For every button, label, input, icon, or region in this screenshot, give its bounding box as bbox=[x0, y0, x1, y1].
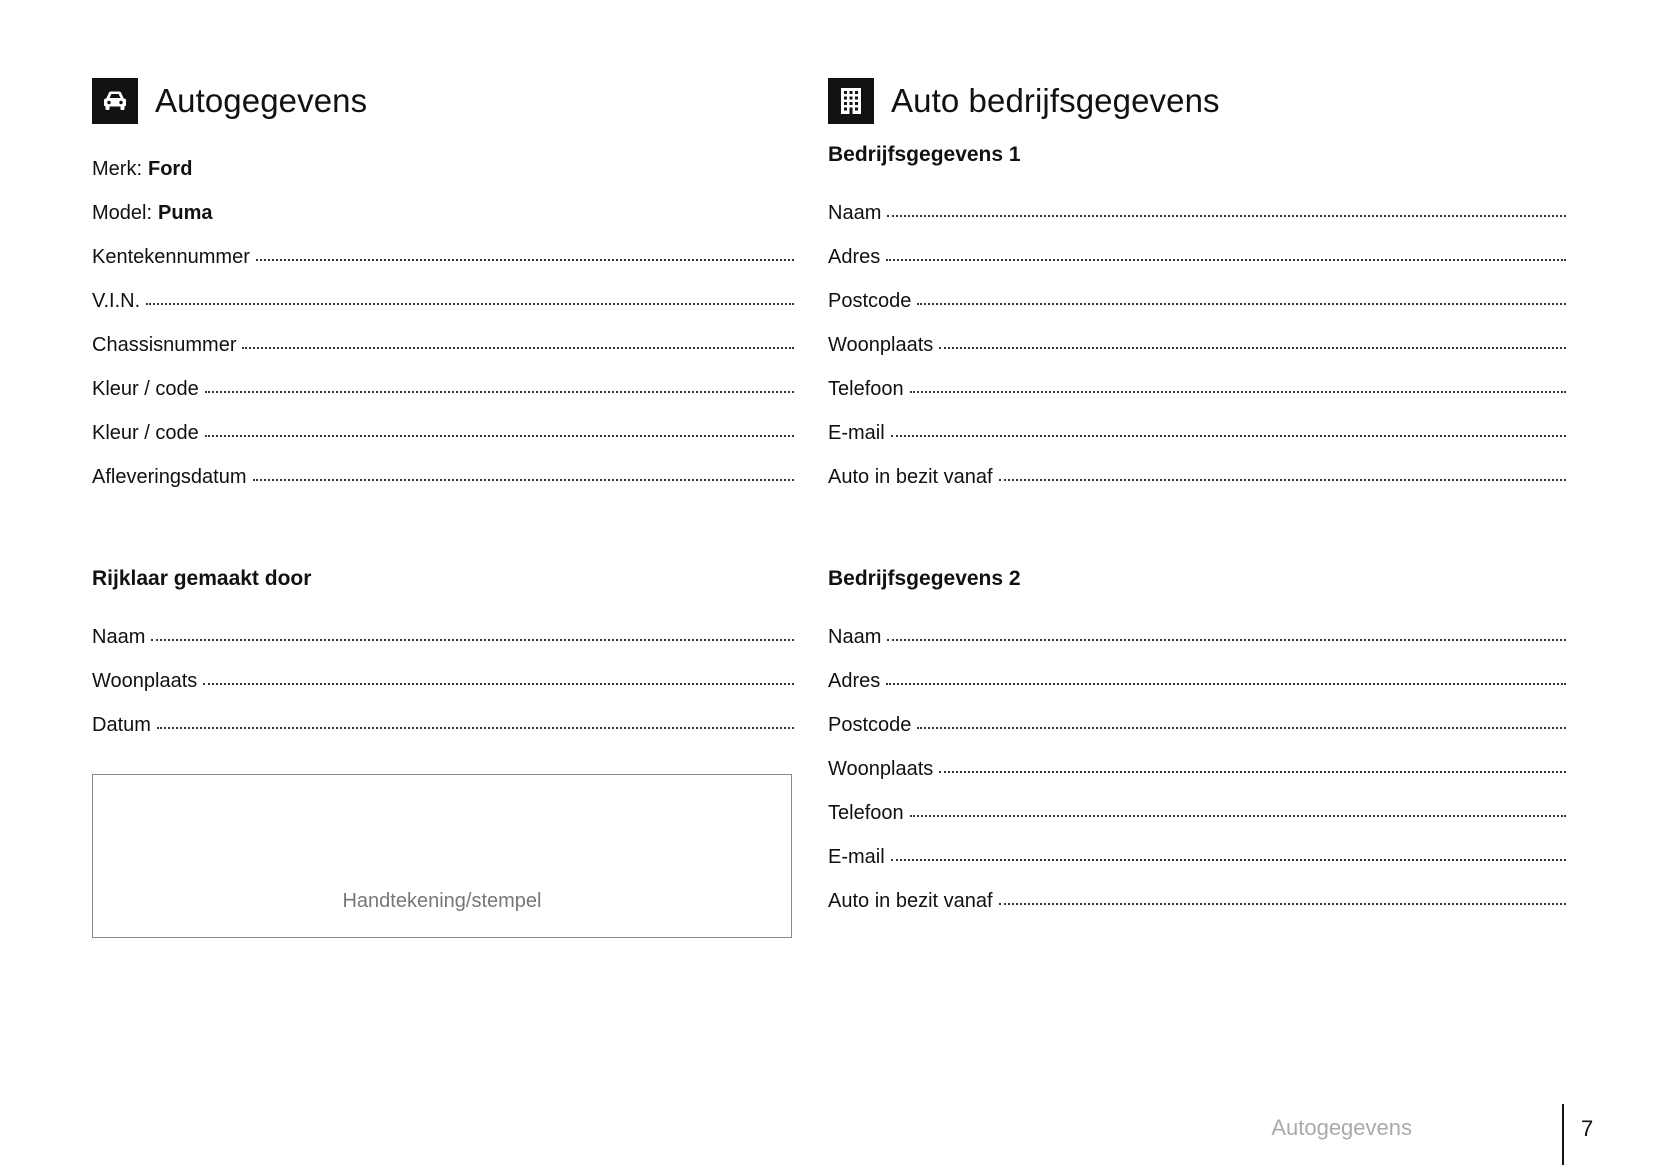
field-label: Naam bbox=[828, 626, 882, 648]
fill-line[interactable] bbox=[917, 303, 1566, 305]
company-details-header bbox=[828, 78, 1566, 124]
fill-line[interactable] bbox=[910, 391, 1566, 393]
field-label: Naam bbox=[828, 202, 882, 224]
fill-line[interactable] bbox=[157, 727, 794, 729]
fill-line[interactable] bbox=[151, 639, 794, 641]
field-label: Auto in bezit vanaf bbox=[828, 890, 993, 912]
fill-line[interactable] bbox=[205, 391, 794, 393]
company-details-title: Auto bedrijfsgegevens bbox=[891, 82, 1220, 119]
signature-box[interactable] bbox=[92, 774, 792, 938]
field-label: Adres bbox=[828, 670, 881, 692]
field-model bbox=[92, 202, 794, 246]
field-label: Kleur / code bbox=[92, 378, 199, 400]
car-icon bbox=[92, 78, 138, 124]
field-label: Woonplaats bbox=[828, 758, 934, 780]
field-license-plate bbox=[92, 246, 794, 290]
field-prep-name bbox=[92, 626, 794, 670]
prepared-by-fields bbox=[92, 626, 794, 758]
field-c1-name bbox=[828, 202, 1566, 246]
field-label: Datum bbox=[92, 714, 151, 736]
field-c1-postcode bbox=[828, 290, 1566, 334]
field-c2-name bbox=[828, 626, 1566, 670]
company2-fields bbox=[828, 626, 1566, 934]
fill-line[interactable] bbox=[242, 347, 794, 349]
fill-line[interactable] bbox=[891, 435, 1566, 437]
fill-line[interactable] bbox=[205, 435, 794, 437]
field-chassis-number bbox=[92, 334, 794, 378]
car-details-column bbox=[92, 78, 794, 938]
field-delivery-date bbox=[92, 466, 794, 510]
field-value: Ford bbox=[148, 158, 193, 180]
field-label: E-mail bbox=[828, 846, 885, 868]
fill-line[interactable] bbox=[146, 303, 794, 305]
footer-section-label: Autogegevens bbox=[1271, 1115, 1412, 1140]
fill-line[interactable] bbox=[887, 215, 1566, 217]
fill-line[interactable] bbox=[203, 683, 794, 685]
building-icon bbox=[828, 78, 874, 124]
fill-line[interactable] bbox=[887, 639, 1566, 641]
field-label: Telefoon bbox=[828, 802, 904, 824]
field-c1-phone bbox=[828, 378, 1566, 422]
field-label: Merk: bbox=[92, 158, 142, 180]
fill-line[interactable] bbox=[891, 859, 1566, 861]
field-label: Postcode bbox=[828, 290, 912, 312]
field-vin bbox=[92, 290, 794, 334]
field-color-code-2 bbox=[92, 422, 794, 466]
prepared-by-title: Rijklaar gemaakt door bbox=[92, 567, 312, 590]
field-label: Postcode bbox=[828, 714, 912, 736]
field-label: Woonplaats bbox=[828, 334, 934, 356]
field-c2-address bbox=[828, 670, 1566, 714]
fill-line[interactable] bbox=[886, 259, 1566, 261]
field-c2-phone bbox=[828, 802, 1566, 846]
field-prep-date bbox=[92, 714, 794, 758]
fill-line[interactable] bbox=[910, 815, 1566, 817]
field-c1-address bbox=[828, 246, 1566, 290]
signature-label: Handtekening/stempel bbox=[342, 890, 542, 912]
field-c2-postcode bbox=[828, 714, 1566, 758]
field-c2-city bbox=[828, 758, 1566, 802]
field-label: Telefoon bbox=[828, 378, 904, 400]
field-prep-city bbox=[92, 670, 794, 714]
footer-divider bbox=[1562, 1104, 1564, 1165]
field-label: Adres bbox=[828, 246, 881, 268]
field-label: Model: bbox=[92, 202, 153, 224]
company2-title: Bedrijfsgegevens 2 bbox=[828, 567, 1021, 590]
fill-line[interactable] bbox=[886, 683, 1566, 685]
fill-line[interactable] bbox=[917, 727, 1566, 729]
company1-title: Bedrijfsgegevens 1 bbox=[828, 143, 1021, 166]
car-details-title: Autogegevens bbox=[155, 82, 368, 119]
field-label: E-mail bbox=[828, 422, 885, 444]
fill-line[interactable] bbox=[939, 771, 1566, 773]
field-c2-email bbox=[828, 846, 1566, 890]
page-number: 7 bbox=[1581, 1116, 1594, 1141]
car-fields bbox=[92, 158, 794, 510]
field-label: Woonplaats bbox=[92, 670, 198, 692]
field-label: Kleur / code bbox=[92, 422, 199, 444]
field-label: Chassisnummer bbox=[92, 334, 237, 356]
field-label: V.I.N. bbox=[92, 290, 141, 312]
field-c1-city bbox=[828, 334, 1566, 378]
fill-line[interactable] bbox=[999, 903, 1566, 905]
fill-line[interactable] bbox=[256, 259, 794, 261]
field-c2-owned-since bbox=[828, 890, 1566, 934]
field-color-code-1 bbox=[92, 378, 794, 422]
fill-line[interactable] bbox=[999, 479, 1566, 481]
fill-line[interactable] bbox=[939, 347, 1566, 349]
field-label: Kentekennummer bbox=[92, 246, 250, 268]
car-details-header bbox=[92, 78, 794, 124]
field-c1-email bbox=[828, 422, 1566, 466]
field-label: Afleveringsdatum bbox=[92, 466, 247, 488]
field-label: Naam bbox=[92, 626, 146, 648]
company1-fields bbox=[828, 202, 1566, 510]
field-brand bbox=[92, 158, 794, 202]
field-label: Auto in bezit vanaf bbox=[828, 466, 993, 488]
fill-line[interactable] bbox=[253, 479, 794, 481]
company-details-column bbox=[828, 78, 1566, 934]
field-value: Puma bbox=[158, 202, 213, 224]
field-c1-owned-since bbox=[828, 466, 1566, 510]
